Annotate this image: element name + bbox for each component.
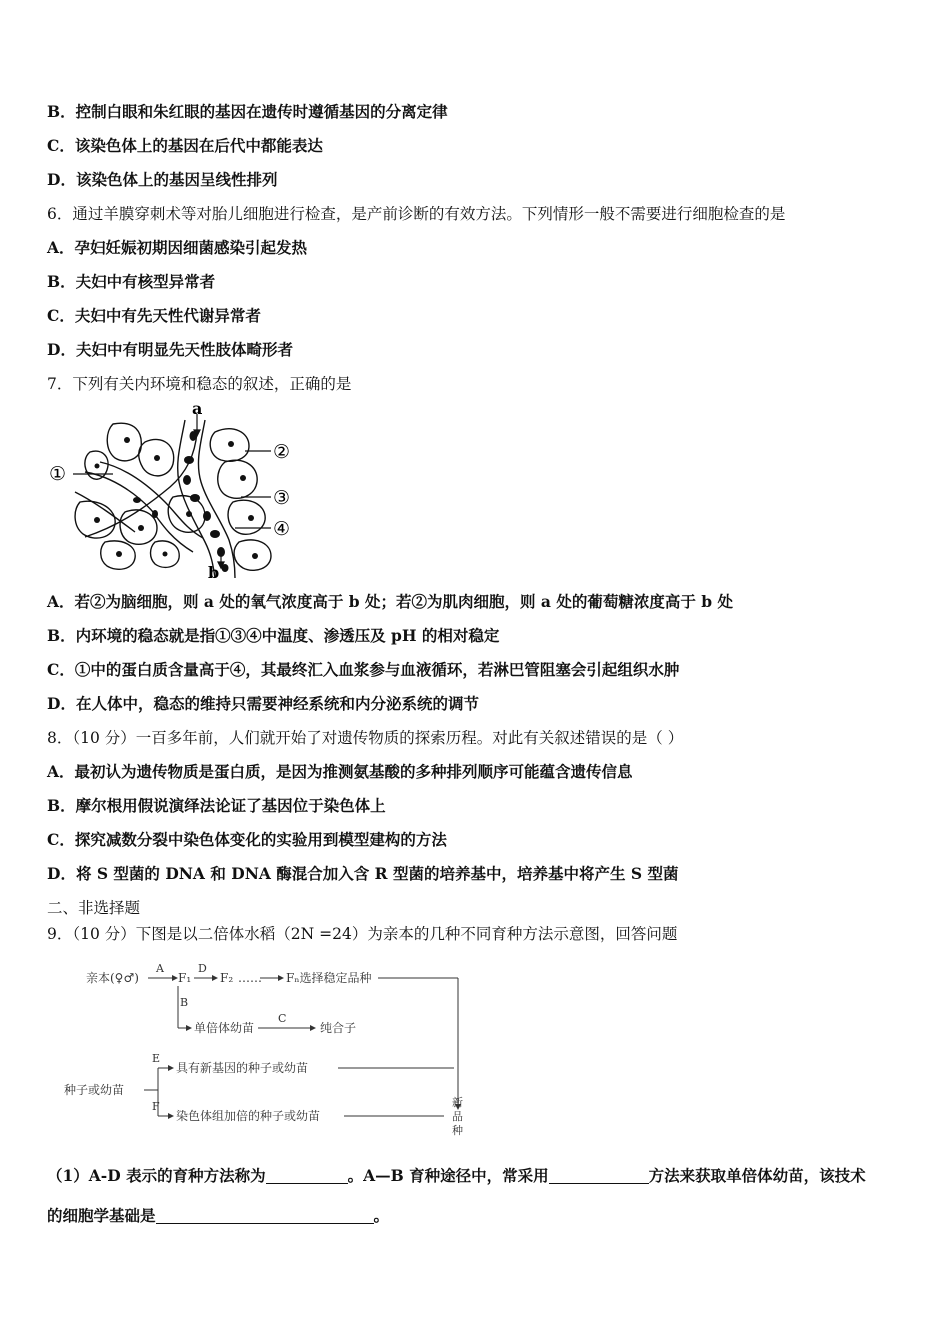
q6-stem: 6．通过羊膜穿刺术等对胎儿细胞进行检查，是产前诊断的有效方法。下列情形一般不需要进行细胞检查的是	[47, 205, 786, 223]
q5-option-d: D．该染色体上的基因呈线性排列	[47, 170, 278, 189]
diag-Fn: Fₙ选择稳定品种	[286, 971, 372, 985]
q7-option-b: B．内环境的稳态就是指①③④中温度、渗透压及 pH 的相对稳定	[47, 626, 500, 645]
diag-F1: F₁	[178, 971, 192, 985]
q8-stem: 8．（10 分）一百多年前，人们就开始了对遗传物质的探索历程。对此有关叙述错误的是（ ）	[47, 729, 684, 747]
diag-double: 染色体组加倍的种子或幼苗	[176, 1109, 321, 1123]
q8-option-c: C．探究减数分裂中染色体变化的实验用到模型建构的方法	[47, 830, 447, 849]
q9-stem: 9．（10 分）下图是以二倍体水稻（2N =24）为亲本的几种不同育种方法示意图，回答问题	[47, 925, 678, 943]
diag-newgene: 具有新基因的种子或幼苗	[176, 1061, 309, 1075]
label-1: ①	[49, 463, 67, 485]
answer-blank-3[interactable]	[156, 1207, 374, 1224]
breeding-diagram	[60, 958, 480, 1138]
q7-option-a: A．若②为脑细胞，则 a 处的氧气浓度高于 b 处；若②为肌肉细胞，则 a 处的葡萄糖浓度高于 b 处	[47, 592, 733, 611]
diag-newvariety: 新 品 种	[452, 1096, 463, 1137]
diag-A: A	[156, 962, 164, 975]
label-3: ③	[273, 487, 291, 509]
q7-stem: 7．下列有关内环境和稳态的叙述，正确的是	[47, 375, 352, 393]
diag-C: C	[278, 1012, 287, 1025]
diag-seed: 种子或幼苗	[64, 1083, 125, 1097]
diag-pure: 纯合子	[320, 1021, 357, 1035]
q5-option-b: B．控制白眼和朱红眼的基因在遗传时遵循基因的分离定律	[47, 102, 448, 121]
label-a: a	[192, 402, 203, 418]
diag-parent: 亲本(♀♂)	[86, 971, 139, 985]
q6-option-a: A．孕妇妊娠初期因细菌感染引起发热	[47, 238, 308, 257]
label-2: ②	[273, 441, 291, 463]
tissue-fluid-figure	[45, 402, 305, 582]
answer-blank-2[interactable]	[549, 1167, 649, 1184]
label-4: ④	[273, 518, 291, 540]
diag-dots: ……	[238, 971, 262, 985]
diag-E: E	[152, 1052, 161, 1065]
diag-D: D	[198, 962, 207, 975]
q5-option-c: C．该染色体上的基因在后代中都能表达	[47, 136, 323, 155]
label-b: b	[208, 563, 220, 582]
q6-option-c: C．夫妇中有先天性代谢异常者	[47, 306, 261, 325]
q7-option-c: C．①中的蛋白质含量高于④，其最终汇入血浆参与血液循环，若淋巴管阻塞会引起组织水肿	[47, 660, 680, 679]
diag-F: F	[152, 1100, 160, 1113]
q6-option-b: B．夫妇中有核型异常者	[47, 272, 216, 291]
q9-sub1-line1: （1）A-D 表示的育种方法称为 。A—B 育种途径中，常采用 方法来获取单倍体幼苗，该技术	[47, 1166, 866, 1185]
q7-option-d: D．在人体中，稳态的维持只需要神经系统和内分泌系统的调节	[47, 694, 479, 713]
q8-option-a: A．最初认为遗传物质是蛋白质，是因为推测氨基酸的多种排列顺序可能蕴含遗传信息	[47, 762, 633, 781]
diag-B: B	[180, 996, 189, 1009]
answer-blank-1[interactable]	[266, 1167, 348, 1184]
q9-sub1-line2: 的细胞学基础是 。	[47, 1206, 390, 1225]
diag-haploid: 单倍体幼苗	[194, 1021, 255, 1035]
section-heading: 二、非选择题	[47, 899, 141, 917]
diag-F2: F₂	[220, 971, 234, 985]
q6-option-d: D．夫妇中有明显先天性肢体畸形者	[47, 340, 293, 359]
q8-option-b: B．摩尔根用假说演绎法论证了基因位于染色体上	[47, 796, 386, 815]
q8-option-d: D．将 S 型菌的 DNA 和 DNA 酶混合加入含 R 型菌的培养基中，培养基中将产生 S 型菌	[47, 864, 679, 883]
